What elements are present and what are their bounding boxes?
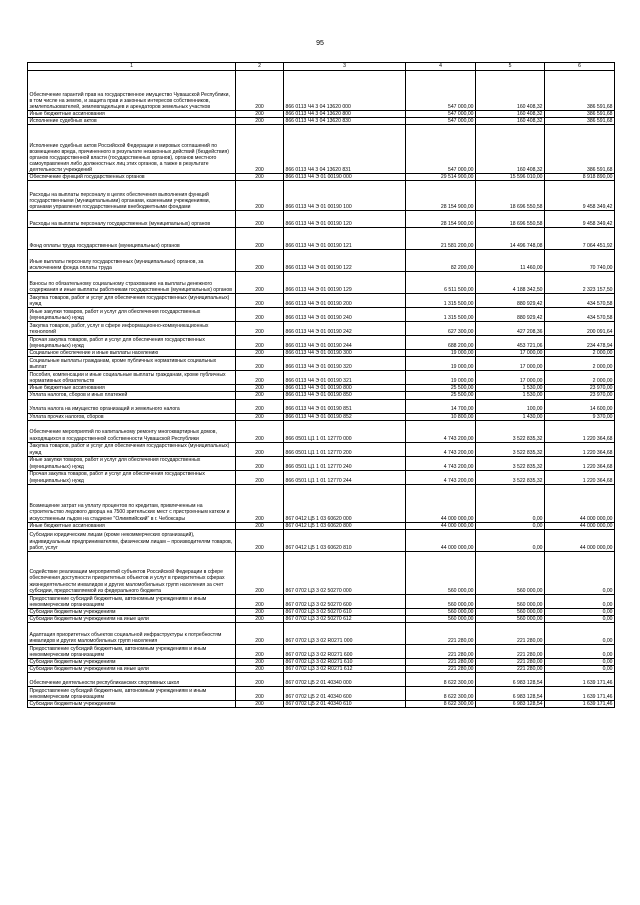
row-approved-amount-cell: 21 581 200,00 <box>406 228 476 250</box>
row-executed-amount-cell: 6 983 128,54 <box>476 673 545 687</box>
row-name-cell: Закупка товаров, работ, услуг в сфере информационно-коммуникационных технологий <box>28 322 236 336</box>
row-name-cell: Взносы по обязательному социальному страхованию на выплаты денежного содержания и иные выплаты работникам государственных (муниципальных) органов <box>28 272 236 294</box>
column-header: 2 <box>236 63 284 71</box>
table-row <box>28 615 615 622</box>
row-remaining-amount-cell: 44 000 000,00 <box>545 484 615 522</box>
row-executed-amount-cell: 1 430,00 <box>476 413 545 420</box>
row-budget-code-cell: 866 0501 Ц1 1 01 12770 000 <box>284 420 406 442</box>
table-row <box>28 118 615 125</box>
row-executed-amount-cell: 560 000,00 <box>476 551 545 594</box>
table-row <box>28 456 615 470</box>
row-executed-amount-cell: 1 530,00 <box>476 385 545 392</box>
row-budget-code-cell: 866 0113 Ч4 Э 01 00190 850 <box>284 392 406 399</box>
table-row <box>28 522 615 529</box>
row-executed-amount-cell: 14 496 748,08 <box>476 228 545 250</box>
row-approved-amount-cell: 1 315 500,00 <box>406 294 476 308</box>
row-name-cell: Обеспечение гарантий прав на государственное имущество Чувашской Республики, в том числе на землю, и защита прав и законных интересов собственников, землепользователей, землевладельцев и арендаторов земельных участков <box>28 71 236 111</box>
table-row <box>28 470 615 484</box>
table-row <box>28 111 615 118</box>
row-executed-amount-cell: 160 408,32 <box>476 111 545 118</box>
row-approved-amount-cell: 19 000,00 <box>406 371 476 385</box>
row-name-cell: Уплата прочих налогов, сборов <box>28 413 236 420</box>
row-remaining-amount-cell: 14 600,00 <box>545 399 615 413</box>
column-header: 5 <box>476 63 545 71</box>
row-budget-code-cell: 867 0702 Ц3 3 02 R0271 600 <box>284 644 406 658</box>
row-name-cell: Пособия, компенсации и иные социальные выплаты гражданам, кроме публичных нормативных обязательств <box>28 371 236 385</box>
row-budget-code-cell: 866 0113 Ч4 Э 01 00190 100 <box>284 181 406 211</box>
row-line-code-cell: 200 <box>236 484 284 522</box>
row-executed-amount-cell: 6 983 128,54 <box>476 701 545 708</box>
row-remaining-amount-cell: 2 000,00 <box>545 357 615 371</box>
row-remaining-amount-cell: 2 323 157,50 <box>545 272 615 294</box>
row-approved-amount-cell: 4 743 200,00 <box>406 470 476 484</box>
table-row <box>28 687 615 701</box>
row-name-cell: Предоставление субсидий бюджетным, автономным учреждениям и иным некоммерческим организациям <box>28 687 236 701</box>
row-name-cell: Субсидии бюджетным учреждениям на иные цели <box>28 666 236 673</box>
row-line-code-cell: 200 <box>236 666 284 673</box>
row-approved-amount-cell: 44 000 000,00 <box>406 522 476 529</box>
row-name-cell: Обеспечение деятельности республиканских спортивных школ <box>28 673 236 687</box>
row-name-cell: Прочая закупка товаров, работ и услуг для обеспечения государственных (муниципальных) нужд <box>28 336 236 350</box>
row-approved-amount-cell: 547 000,00 <box>406 111 476 118</box>
row-budget-code-cell: 866 0113 Ч4 Э 01 00190 320 <box>284 357 406 371</box>
table-row <box>28 211 615 228</box>
row-approved-amount-cell: 6 511 500,00 <box>406 272 476 294</box>
row-remaining-amount-cell: 23 970,00 <box>545 392 615 399</box>
row-line-code-cell: 200 <box>236 658 284 665</box>
row-approved-amount-cell: 547 000,00 <box>406 118 476 125</box>
row-executed-amount-cell: 17 000,00 <box>476 371 545 385</box>
row-remaining-amount-cell: 0,00 <box>545 615 615 622</box>
row-approved-amount-cell: 14 700,00 <box>406 399 476 413</box>
table-row <box>28 484 615 522</box>
row-line-code-cell: 200 <box>236 392 284 399</box>
table-row <box>28 594 615 608</box>
row-approved-amount-cell: 560 000,00 <box>406 551 476 594</box>
row-line-code-cell: 200 <box>236 350 284 357</box>
row-executed-amount-cell: 0,00 <box>476 529 545 551</box>
row-remaining-amount-cell: 0,00 <box>545 644 615 658</box>
row-approved-amount-cell: 28 154 900,00 <box>406 181 476 211</box>
table-body <box>28 71 615 708</box>
row-remaining-amount-cell: 0,00 <box>545 551 615 594</box>
row-budget-code-cell: 867 0412 Ц5 1 03 60620 800 <box>284 522 406 529</box>
row-line-code-cell: 200 <box>236 118 284 125</box>
row-name-cell: Закупка товаров, работ и услуг для обеспечения государственных (муниципальных) нужд <box>28 294 236 308</box>
row-name-cell: Уплата налога на имущество организаций и земельного налога <box>28 399 236 413</box>
row-name-cell: Иные закупки товаров, работ и услуг для обеспечения государственных (муниципальных) нужд <box>28 456 236 470</box>
row-budget-code-cell: 866 0113 Ч4 Э 01 00190 120 <box>284 211 406 228</box>
row-name-cell: Исполнение судебных актов <box>28 118 236 125</box>
row-line-code-cell: 200 <box>236 413 284 420</box>
table-row <box>28 272 615 294</box>
row-budget-code-cell: 866 0113 Ч4 Э 01 00190 000 <box>284 174 406 181</box>
row-line-code-cell: 200 <box>236 615 284 622</box>
table-row <box>28 322 615 336</box>
row-line-code-cell: 200 <box>236 174 284 181</box>
table-row <box>28 371 615 385</box>
row-executed-amount-cell: 880 929,42 <box>476 294 545 308</box>
row-name-cell: Иные бюджетные ассигнования <box>28 522 236 529</box>
row-executed-amount-cell: 560 000,00 <box>476 594 545 608</box>
row-remaining-amount-cell: 1 220 364,68 <box>545 442 615 456</box>
row-budget-code-cell: 866 0113 Ч4 3 04 13620 800 <box>284 111 406 118</box>
row-budget-code-cell: 867 0702 Ц3 3 02 50270 000 <box>284 551 406 594</box>
row-line-code-cell: 200 <box>236 371 284 385</box>
row-remaining-amount-cell: 0,00 <box>545 594 615 608</box>
column-header: 6 <box>545 63 615 71</box>
row-budget-code-cell: 867 0702 Ц5 2 01 40340 610 <box>284 701 406 708</box>
table-row <box>28 673 615 687</box>
row-approved-amount-cell: 19 000,00 <box>406 350 476 357</box>
row-budget-code-cell: 866 0113 Ч4 3 04 13620 830 <box>284 118 406 125</box>
row-name-cell: Предоставление субсидий бюджетным, автономным учреждениям и иным некоммерческим организациям <box>28 644 236 658</box>
row-name-cell: Субсидии бюджетным учреждениям <box>28 701 236 708</box>
row-budget-code-cell: 866 0113 Ч4 Э 01 00190 321 <box>284 371 406 385</box>
row-remaining-amount-cell: 386 591,68 <box>545 111 615 118</box>
row-executed-amount-cell: 17 000,00 <box>476 357 545 371</box>
row-executed-amount-cell: 221 280,00 <box>476 666 545 673</box>
row-approved-amount-cell: 10 800,00 <box>406 413 476 420</box>
row-budget-code-cell: 866 0113 Ч4 Э 01 00190 852 <box>284 413 406 420</box>
row-approved-amount-cell: 8 622 300,00 <box>406 701 476 708</box>
table-row <box>28 385 615 392</box>
row-executed-amount-cell: 11 460,00 <box>476 250 545 272</box>
row-approved-amount-cell: 4 743 200,00 <box>406 420 476 442</box>
row-executed-amount-cell: 18 696 550,58 <box>476 211 545 228</box>
row-approved-amount-cell: 1 315 500,00 <box>406 308 476 322</box>
row-name-cell: Фонд оплаты труда государственных (муниципальных) органов <box>28 228 236 250</box>
row-line-code-cell: 200 <box>236 322 284 336</box>
row-budget-code-cell: 867 0702 Ц3 3 02 50270 600 <box>284 594 406 608</box>
table-row <box>28 357 615 371</box>
row-name-cell: Обеспечение мероприятий по капитальному ремонту многоквартирных домов, находящихся в государственной собственности Чувашской Республики <box>28 420 236 442</box>
row-budget-code-cell: 866 0113 Ч4 Э 01 00190 240 <box>284 308 406 322</box>
row-approved-amount-cell: 8 622 300,00 <box>406 673 476 687</box>
row-executed-amount-cell: 15 596 010,00 <box>476 174 545 181</box>
table-row <box>28 608 615 615</box>
row-line-code-cell: 200 <box>236 399 284 413</box>
row-remaining-amount-cell: 2 000,00 <box>545 371 615 385</box>
row-executed-amount-cell: 160 408,32 <box>476 71 545 111</box>
column-header: 4 <box>406 63 476 71</box>
row-line-code-cell: 200 <box>236 594 284 608</box>
row-line-code-cell: 200 <box>236 181 284 211</box>
table-row <box>28 644 615 658</box>
row-remaining-amount-cell: 1 220 364,68 <box>545 420 615 442</box>
row-name-cell: Закупка товаров, работ и услуг для обеспечения государственных (муниципальных) нужд <box>28 442 236 456</box>
table-row <box>28 658 615 665</box>
row-line-code-cell: 200 <box>236 522 284 529</box>
row-remaining-amount-cell: 434 570,58 <box>545 294 615 308</box>
row-budget-code-cell: 867 0412 Ц5 1 03 60620 810 <box>284 529 406 551</box>
row-remaining-amount-cell: 8 918 890,00 <box>545 174 615 181</box>
table-row <box>28 551 615 594</box>
row-executed-amount-cell: 4 188 342,50 <box>476 272 545 294</box>
row-remaining-amount-cell: 386 591,68 <box>545 125 615 174</box>
row-approved-amount-cell: 560 000,00 <box>406 615 476 622</box>
row-budget-code-cell: 866 0113 Ч4 Э 01 00190 300 <box>284 350 406 357</box>
row-line-code-cell: 200 <box>236 701 284 708</box>
row-approved-amount-cell: 4 743 200,00 <box>406 442 476 456</box>
row-line-code-cell: 200 <box>236 456 284 470</box>
row-approved-amount-cell: 25 500,00 <box>406 385 476 392</box>
row-remaining-amount-cell: 1 639 171,46 <box>545 673 615 687</box>
row-remaining-amount-cell: 1 639 171,46 <box>545 701 615 708</box>
row-executed-amount-cell: 0,00 <box>476 522 545 529</box>
row-remaining-amount-cell: 434 570,58 <box>545 308 615 322</box>
row-budget-code-cell: 866 0113 Ч4 3 04 13620 831 <box>284 125 406 174</box>
row-executed-amount-cell: 1 530,00 <box>476 392 545 399</box>
row-approved-amount-cell: 547 000,00 <box>406 125 476 174</box>
row-budget-code-cell: 867 0702 Ц3 3 02 R0271 612 <box>284 666 406 673</box>
column-header: 1 <box>28 63 236 71</box>
row-remaining-amount-cell: 200 091,64 <box>545 322 615 336</box>
column-header: 3 <box>284 63 406 71</box>
row-executed-amount-cell: 221 280,00 <box>476 622 545 644</box>
row-budget-code-cell: 867 0702 Ц3 3 02 R0271 610 <box>284 658 406 665</box>
row-remaining-amount-cell: 9 458 349,42 <box>545 181 615 211</box>
row-approved-amount-cell: 221 280,00 <box>406 658 476 665</box>
row-name-cell: Предоставление субсидий бюджетным, автономным учреждениям и иным некоммерческим организациям <box>28 594 236 608</box>
row-approved-amount-cell: 19 000,00 <box>406 357 476 371</box>
table-row <box>28 392 615 399</box>
row-name-cell: Субсидии бюджетным учреждениям <box>28 608 236 615</box>
row-name-cell: Прочая закупка товаров, работ и услуг для обеспечения государственных (муниципальных) нужд <box>28 470 236 484</box>
table-row <box>28 308 615 322</box>
row-executed-amount-cell: 221 280,00 <box>476 644 545 658</box>
table-row <box>28 336 615 350</box>
row-line-code-cell: 200 <box>236 442 284 456</box>
row-remaining-amount-cell: 9 458 349,42 <box>545 211 615 228</box>
row-line-code-cell: 200 <box>236 622 284 644</box>
row-budget-code-cell: 866 0113 Ч4 Э 01 00190 200 <box>284 294 406 308</box>
row-executed-amount-cell: 6 983 128,54 <box>476 687 545 701</box>
row-budget-code-cell: 866 0113 Ч4 Э 01 00190 121 <box>284 228 406 250</box>
row-executed-amount-cell: 560 000,00 <box>476 608 545 615</box>
row-line-code-cell: 200 <box>236 551 284 594</box>
row-remaining-amount-cell: 1 220 364,68 <box>545 470 615 484</box>
row-approved-amount-cell: 221 280,00 <box>406 622 476 644</box>
row-remaining-amount-cell: 44 000 000,00 <box>545 522 615 529</box>
table-row <box>28 399 615 413</box>
row-executed-amount-cell: 100,00 <box>476 399 545 413</box>
table-row <box>28 413 615 420</box>
row-remaining-amount-cell: 0,00 <box>545 622 615 644</box>
row-budget-code-cell: 866 0501 Ц1 1 01 12770 240 <box>284 456 406 470</box>
row-approved-amount-cell: 560 000,00 <box>406 608 476 615</box>
row-executed-amount-cell: 3 522 835,32 <box>476 420 545 442</box>
row-name-cell: Социальные выплаты гражданам, кроме публичных нормативных социальных выплат <box>28 357 236 371</box>
row-remaining-amount-cell: 0,00 <box>545 608 615 615</box>
row-approved-amount-cell: 29 514 900,00 <box>406 174 476 181</box>
row-name-cell: Субсидии бюджетным учреждениям на иные цели <box>28 615 236 622</box>
table-row <box>28 701 615 708</box>
row-name-cell: Иные бюджетные ассигнования <box>28 385 236 392</box>
table-row <box>28 125 615 174</box>
table-row <box>28 622 615 644</box>
row-budget-code-cell: 866 0113 Ч4 Э 01 00190 122 <box>284 250 406 272</box>
row-line-code-cell: 200 <box>236 644 284 658</box>
row-name-cell: Иные закупки товаров, работ и услуг для обеспечения государственных (муниципальных) нужд <box>28 308 236 322</box>
row-approved-amount-cell: 28 154 900,00 <box>406 211 476 228</box>
row-approved-amount-cell: 25 500,00 <box>406 392 476 399</box>
row-executed-amount-cell: 560 000,00 <box>476 615 545 622</box>
row-executed-amount-cell: 160 408,32 <box>476 125 545 174</box>
row-approved-amount-cell: 688 200,00 <box>406 336 476 350</box>
table-row <box>28 442 615 456</box>
row-remaining-amount-cell: 234 478,94 <box>545 336 615 350</box>
row-name-cell: Иные бюджетные ассигнования <box>28 111 236 118</box>
row-name-cell: Субсидии юридическим лицам (кроме некоммерческих организаций), индивидуальным предпринимателям, физическим лицам – производителям товаров, работ, услуг <box>28 529 236 551</box>
row-executed-amount-cell: 880 929,42 <box>476 308 545 322</box>
row-name-cell: Обеспечение функций государственных органов <box>28 174 236 181</box>
row-line-code-cell: 200 <box>236 357 284 371</box>
table-row <box>28 529 615 551</box>
row-approved-amount-cell: 8 622 300,00 <box>406 687 476 701</box>
row-remaining-amount-cell: 0,00 <box>545 658 615 665</box>
row-line-code-cell: 200 <box>236 687 284 701</box>
table-row <box>28 250 615 272</box>
table-row <box>28 420 615 442</box>
row-executed-amount-cell: 0,00 <box>476 484 545 522</box>
table-row <box>28 71 615 111</box>
row-line-code-cell: 200 <box>236 250 284 272</box>
row-approved-amount-cell: 547 000,00 <box>406 71 476 111</box>
row-budget-code-cell: 866 0113 Ч4 Э 01 00190 800 <box>284 385 406 392</box>
row-line-code-cell: 200 <box>236 470 284 484</box>
row-line-code-cell: 200 <box>236 71 284 111</box>
row-executed-amount-cell: 18 696 550,58 <box>476 181 545 211</box>
column-number-row <box>28 63 615 71</box>
row-executed-amount-cell: 3 522 835,32 <box>476 470 545 484</box>
row-executed-amount-cell: 160 408,32 <box>476 118 545 125</box>
row-approved-amount-cell: 627 300,00 <box>406 322 476 336</box>
row-name-cell: Уплата налогов, сборов и иных платежей <box>28 392 236 399</box>
table-row <box>28 181 615 211</box>
row-approved-amount-cell: 4 743 200,00 <box>406 456 476 470</box>
row-line-code-cell: 200 <box>236 336 284 350</box>
row-name-cell: Иные выплаты персоналу государственных (муниципальных) органов, за исключением фонда оплаты труда <box>28 250 236 272</box>
table-row <box>28 666 615 673</box>
row-name-cell: Расходы на выплаты персоналу в целях обеспечения выполнения функций государственными (муниципальными) органами, казенными учреждениями, органами управления государственными внебюджетными фондами <box>28 181 236 211</box>
row-approved-amount-cell: 221 280,00 <box>406 644 476 658</box>
row-executed-amount-cell: 17 000,00 <box>476 350 545 357</box>
row-budget-code-cell: 866 0501 Ц1 1 01 12770 244 <box>284 470 406 484</box>
table-row <box>28 174 615 181</box>
row-line-code-cell: 200 <box>236 385 284 392</box>
row-approved-amount-cell: 82 200,00 <box>406 250 476 272</box>
row-line-code-cell: 200 <box>236 420 284 442</box>
row-line-code-cell: 200 <box>236 294 284 308</box>
row-remaining-amount-cell: 1 220 364,68 <box>545 456 615 470</box>
row-remaining-amount-cell: 1 639 171,46 <box>545 687 615 701</box>
row-name-cell: Расходы на выплаты персоналу государственных (муниципальных) органов <box>28 211 236 228</box>
table-row <box>28 228 615 250</box>
row-name-cell: Субсидии бюджетным учреждениям <box>28 658 236 665</box>
row-approved-amount-cell: 44 000 000,00 <box>406 484 476 522</box>
row-remaining-amount-cell: 70 740,00 <box>545 250 615 272</box>
row-remaining-amount-cell: 7 064 451,92 <box>545 228 615 250</box>
row-remaining-amount-cell: 2 000,00 <box>545 350 615 357</box>
row-name-cell: Социальное обеспечение и иные выплаты населению <box>28 350 236 357</box>
row-remaining-amount-cell: 0,00 <box>545 666 615 673</box>
row-remaining-amount-cell: 44 000 000,00 <box>545 529 615 551</box>
row-line-code-cell: 200 <box>236 608 284 615</box>
row-line-code-cell: 200 <box>236 308 284 322</box>
row-remaining-amount-cell: 9 370,00 <box>545 413 615 420</box>
row-remaining-amount-cell: 386 591,68 <box>545 71 615 111</box>
row-name-cell: Исполнение судебных актов Российской Федерации и мировых соглашений по возмещению вреда, причиненного в результате незаконных действий (бездействия) органов государственной власти (государственных органов), органов местного самоуправления либо должностных лиц этих органов, а также в результате деятельности учреждений <box>28 125 236 174</box>
table-header <box>28 63 615 71</box>
row-line-code-cell: 200 <box>236 228 284 250</box>
row-budget-code-cell: 866 0113 Ч4 Э 01 00190 242 <box>284 322 406 336</box>
row-executed-amount-cell: 3 522 835,32 <box>476 456 545 470</box>
row-line-code-cell: 200 <box>236 211 284 228</box>
row-approved-amount-cell: 560 000,00 <box>406 594 476 608</box>
page-number: 95 <box>316 40 324 47</box>
row-budget-code-cell: 867 0702 Ц5 2 01 40340 600 <box>284 687 406 701</box>
row-line-code-cell: 200 <box>236 125 284 174</box>
row-executed-amount-cell: 221 280,00 <box>476 658 545 665</box>
table-row <box>28 350 615 357</box>
row-budget-code-cell: 866 0113 Ч4 Э 01 00190 851 <box>284 399 406 413</box>
row-budget-code-cell: 866 0113 Ч4 3 04 13620 000 <box>284 71 406 111</box>
row-budget-code-cell: 867 0702 Ц5 2 01 40340 000 <box>284 673 406 687</box>
row-executed-amount-cell: 427 208,36 <box>476 322 545 336</box>
row-line-code-cell: 200 <box>236 272 284 294</box>
row-name-cell: Содействие реализации мероприятий субъектов Российской Федерации в сфере обеспечения доступности приоритетных объектов и услуг в приоритетных сферах жизнедеятельности инвалидов и других маломобильных групп населения за счет субсидии, предоставляемой из федерального бюджета <box>28 551 236 594</box>
row-line-code-cell: 200 <box>236 529 284 551</box>
row-approved-amount-cell: 44 000 000,00 <box>406 529 476 551</box>
row-remaining-amount-cell: 386 591,68 <box>545 118 615 125</box>
row-budget-code-cell: 867 0702 Ц3 3 02 50270 610 <box>284 608 406 615</box>
row-executed-amount-cell: 3 522 835,32 <box>476 442 545 456</box>
row-budget-code-cell: 867 0412 Ц5 1 03 60620 000 <box>284 484 406 522</box>
row-approved-amount-cell: 221 280,00 <box>406 666 476 673</box>
row-executed-amount-cell: 453 721,06 <box>476 336 545 350</box>
row-budget-code-cell: 866 0501 Ц1 1 01 12770 200 <box>284 442 406 456</box>
row-name-cell: Адаптация приоритетных объектов социальной инфраструктуры к потребностям инвалидов и других маломобильных групп населения <box>28 622 236 644</box>
row-budget-code-cell: 866 0113 Ч4 Э 01 00190 129 <box>284 272 406 294</box>
row-line-code-cell: 200 <box>236 111 284 118</box>
table-row <box>28 294 615 308</box>
row-budget-code-cell: 867 0702 Ц3 3 02 R0271 000 <box>284 622 406 644</box>
row-remaining-amount-cell: 23 970,00 <box>545 385 615 392</box>
row-budget-code-cell: 867 0702 Ц3 3 02 50270 612 <box>284 615 406 622</box>
budget-table <box>27 62 615 708</box>
row-name-cell: Возмещение затрат на уплату процентов по кредитам, привлеченным на строительство ледового дворца на 7500 зрительских мест с пристроенным катком и искусственным льдом на стадионе "Олимпийский" в г. Чебоксары <box>28 484 236 522</box>
row-line-code-cell: 200 <box>236 673 284 687</box>
row-budget-code-cell: 866 0113 Ч4 Э 01 00190 244 <box>284 336 406 350</box>
